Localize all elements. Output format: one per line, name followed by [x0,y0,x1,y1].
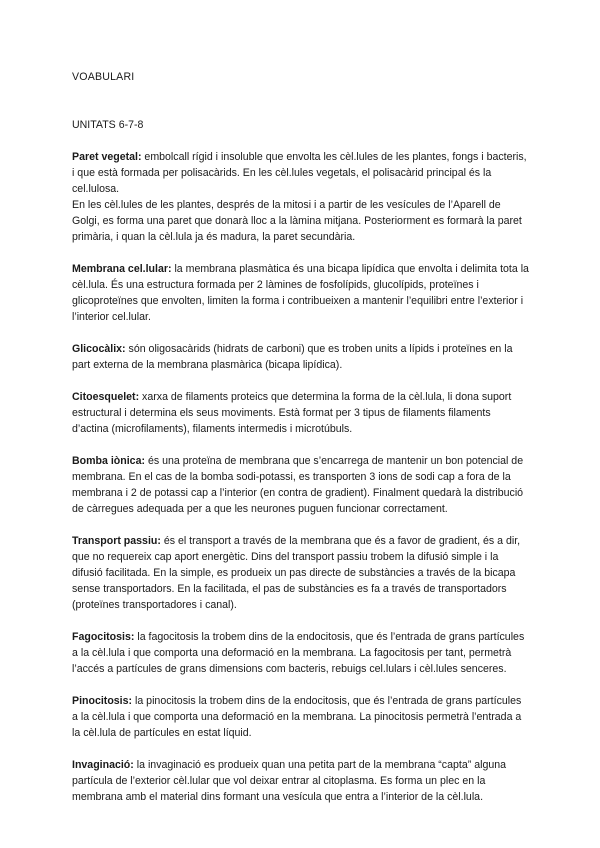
entry-definition: la fagocitosis la trobem dins de la endocitosis, que és l’entrada de grans partícules a la cèl.lula i que comporta una deformació en la membrana. La fagocitosis per tant, permetrà l’accés a partícules de grans dimensions com bacteris, rebuigs cel.lulars i cèl.lules senceres. [72,631,525,675]
entry-term: Membrana cel.lular: [72,263,172,275]
entry-definition: la membrana plasmàtica és una bicapa lipídica que envolta i delimita tota la cèl.lula. És una estructura formada per 2 làmines de fosfolípids, glucolípids, proteïnes i glicoproteïnes que envolten, limiten la forma i contribueixen a mantenir l’equilibri entre l’exterior i l’interior cel.lular. [72,263,529,323]
document-body [72,69,530,821]
entry-term: Citoesquelet: [72,391,140,403]
entry-pinocitosis [72,693,530,741]
entry-term: Glicocàlix: [72,343,126,355]
entry-term: Pinocitosis: [72,695,133,707]
entry-term: Invaginació: [72,759,134,771]
entry-paret-vegetal [72,149,530,245]
entry-term: Transport passiu: [72,535,161,547]
entry-definition: xarxa de filaments proteics que determina la forma de la cèl.lula, li dona suport estructural i determina els seus moviments. Està format per 3 tipus de filaments filaments d’actina (microfilaments), filaments intermedis i microtúbuls. [72,391,512,435]
entry-definition: la pinocitosis la trobem dins de la endocitosis, que és l’entrada de grans partícules a la cèl.lula i que comporta una deformació en la membrana. La pinocitosis permetrà l’entrada a la cèl.lula de partícules en estat líquid. [72,695,522,739]
entry-invaginacio [72,757,530,805]
document-subtitle: UNITATS 6-7-8 [72,119,144,131]
entry-term: Bomba iònica: [72,455,145,467]
entry-membrana-cellular [72,261,530,325]
entry-definition: la invaginació es produeix quan una petita part de la membrana “capta” alguna partícula de l’exterior cèl.lular que vol deixar entrar al citoplasma. Es forma un plec en la membrana amb el material dins formant una vesícula que entra a l’interior de la cèl.lula. [72,759,507,803]
entry-definition: és el transport a través de la membrana que és a favor de gradient, és a dir, que no requereix cap aport energètic. Dins del transport passiu trobem la difusió simple i la difusió facilitada. En la simple, es produeix un pas directe de substàncies a través de la bicapa sense transportadors. En la facilitada, el pas de substàncies es fa a través de transportadors (proteïnes transportadores i canal). [72,535,521,611]
entry-paragraph [72,533,530,613]
document-title: VOABULARI [72,71,135,83]
entry-bomba-ionica [72,453,530,517]
entry-glicocalix [72,341,530,373]
entry-definition: són oligosacàrids (hidrats de carboni) que es troben units a lípids i proteïnes en la part externa de la membrana plasmàrica (bicapa lipídica). [72,343,513,371]
entry-extra-paragraph: En les cèl.lules de les plantes, després de la mitosi i a partir de les vesícules de l’Aparell de Golgi, es forma una paret que donarà lloc a la làmina mitjana. Posteriorment es formarà la paret primària, i quan la cèl.lula ja és madura, la paret secundària. [72,199,522,243]
entry-definition: embolcall rígid i insoluble que envolta les cèl.lules de les plantes, fongs i bacteris, i que està formada per polisacàrids. En les cèl.lules vegetals, el polisacàrid principal és la cel.lulosa. [72,151,527,195]
entry-paragraph [72,453,530,517]
entry-term: Fagocitosis: [72,631,135,643]
entry-fagocitosis [72,629,530,677]
entry-transport-passiu [72,533,530,613]
entry-paragraph [72,757,530,805]
entry-paragraph [72,389,530,437]
entry-paragraph [72,629,530,677]
entry-paragraph [72,341,530,373]
entry-term: Paret vegetal: [72,151,142,163]
entry-citoesquelet [72,389,530,437]
entry-paragraph [72,693,530,741]
entry-definition: és una proteïna de membrana que s’encarrega de mantenir un bon potencial de membrana. En el cas de la bomba sodi-potassi, es transporten 3 ions de sodi cap a fora de la membrana i 2 de potassi cap a l’interior (en contra de gradient). Finalment quedarà la distribució de càrregues adequada per a que les neurones puguen funcionar correctament. [72,455,524,515]
entry-paragraph [72,149,530,197]
entry-paragraph [72,261,530,325]
